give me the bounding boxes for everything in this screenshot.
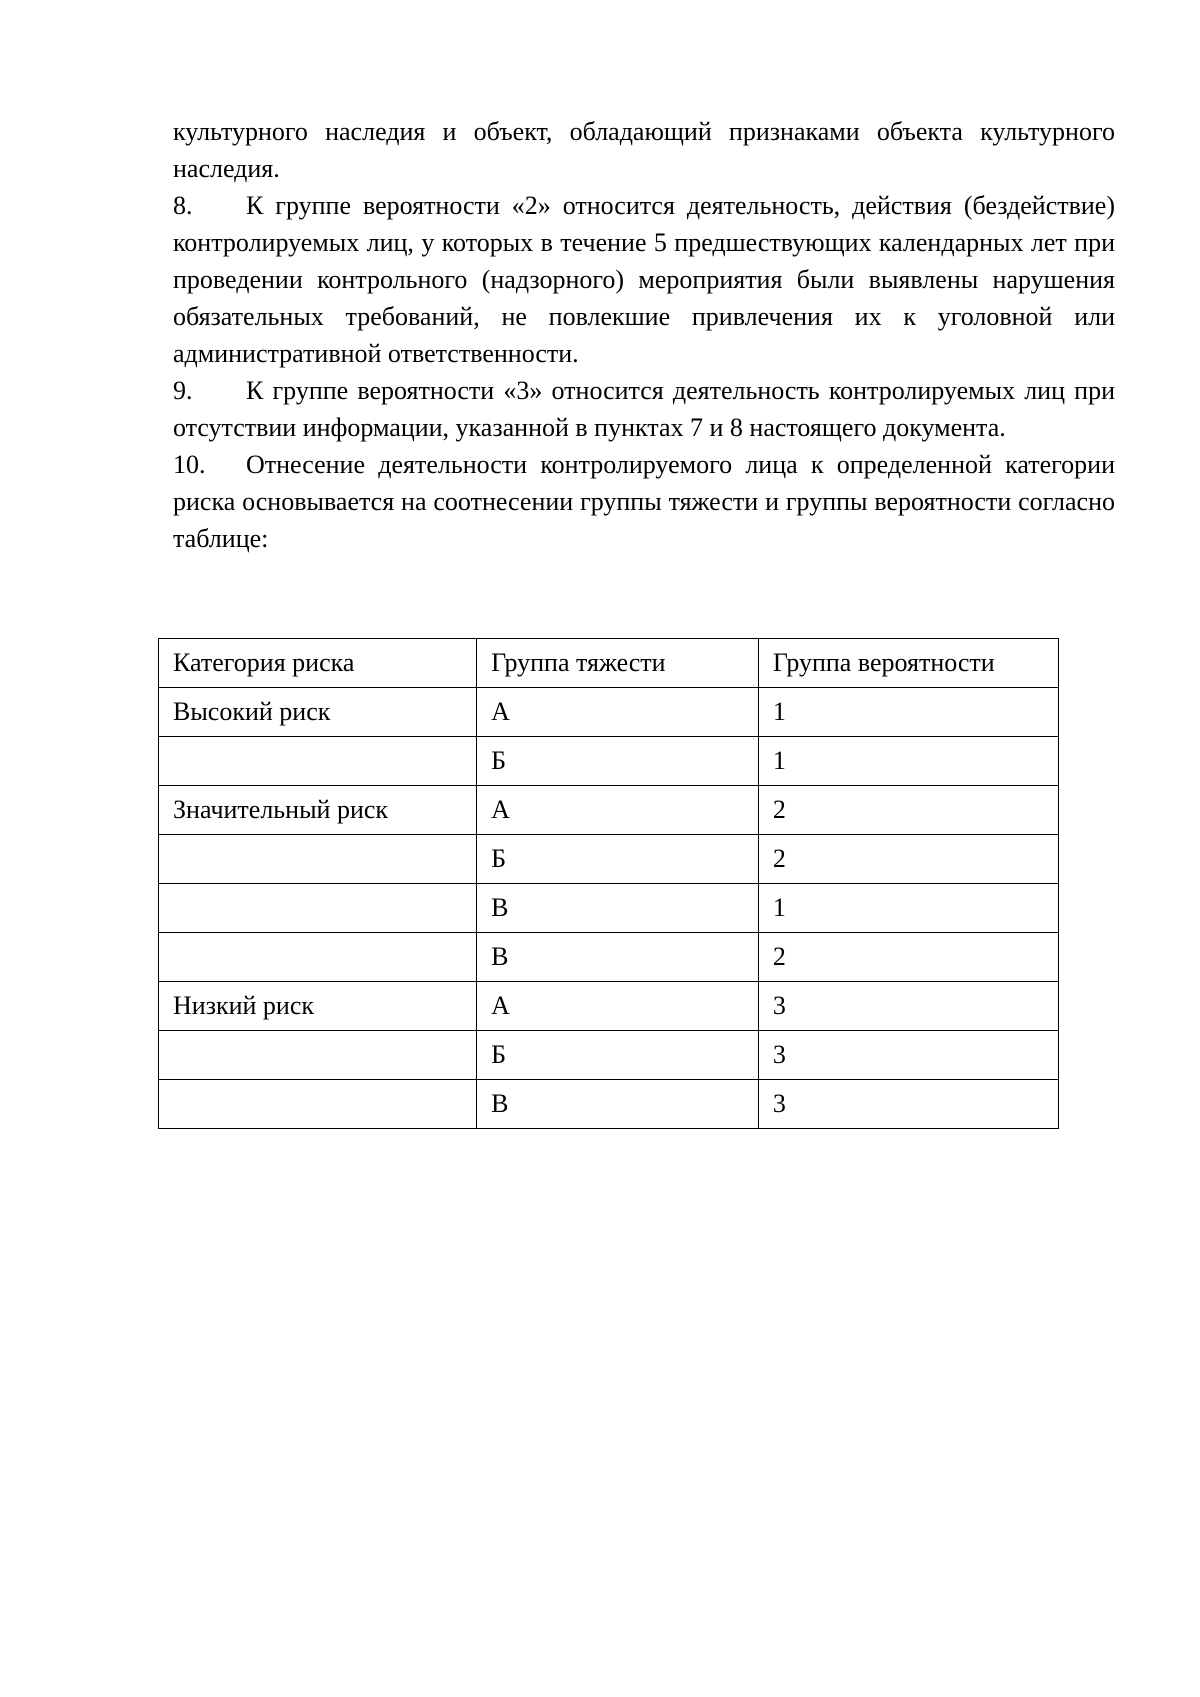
cell-risk-category xyxy=(159,1080,477,1129)
table-row xyxy=(159,982,1059,1031)
cell-severity-group: А xyxy=(477,982,759,1031)
paragraph-8 xyxy=(173,187,1115,372)
table-row xyxy=(159,884,1059,933)
body-text xyxy=(173,113,1115,557)
cell-risk-category: Значительный риск xyxy=(159,786,477,835)
table-header-row xyxy=(159,639,1059,688)
table-row xyxy=(159,688,1059,737)
cell-severity-group: Б xyxy=(477,1031,759,1080)
paragraph-number: 10. xyxy=(173,450,206,479)
cell-risk-category xyxy=(159,884,477,933)
header-risk-category: Категория риска xyxy=(159,639,477,688)
cell-risk-category xyxy=(159,737,477,786)
cell-probability-group: 3 xyxy=(758,1031,1058,1080)
paragraph-number: 8. xyxy=(173,191,193,220)
cell-severity-group: А xyxy=(477,786,759,835)
cell-probability-group: 2 xyxy=(758,835,1058,884)
cell-probability-group: 2 xyxy=(758,933,1058,982)
paragraph-text: Отнесение деятельности контролируемого лица к определенной категории риска основывается на соотнесении группы тяжести и группы вероятности согласно таблице: xyxy=(173,450,1115,553)
cell-probability-group: 1 xyxy=(758,688,1058,737)
table-row xyxy=(159,737,1059,786)
cell-probability-group: 1 xyxy=(758,884,1058,933)
cell-probability-group: 1 xyxy=(758,737,1058,786)
cell-severity-group: Б xyxy=(477,737,759,786)
table-row xyxy=(159,786,1059,835)
cell-risk-category xyxy=(159,1031,477,1080)
cell-severity-group: В xyxy=(477,933,759,982)
paragraph-number: 9. xyxy=(173,376,193,405)
paragraph-continuation xyxy=(173,113,1115,187)
cell-severity-group: Б xyxy=(477,835,759,884)
cell-risk-category xyxy=(159,933,477,982)
cell-probability-group: 3 xyxy=(758,1080,1058,1129)
cell-risk-category: Низкий риск xyxy=(159,982,477,1031)
table-row xyxy=(159,1080,1059,1129)
cell-risk-category: Высокий риск xyxy=(159,688,477,737)
paragraph-9 xyxy=(173,372,1115,446)
paragraph-text: К группе вероятности «2» относится деятельность, действия (бездействие) контролируемых лиц, у которых в течение 5 предшествующих календарных лет при проведении контрольного (надзорного) мероприятия были выявлены нарушения обязательных требований, не повлекшие привлечения их к уголовной или административной ответственности. xyxy=(173,191,1115,368)
table-row xyxy=(159,835,1059,884)
risk-category-table xyxy=(158,638,1059,1129)
cell-risk-category xyxy=(159,835,477,884)
cell-severity-group: А xyxy=(477,688,759,737)
cell-probability-group: 2 xyxy=(758,786,1058,835)
paragraph-text: К группе вероятности «3» относится деятельность контролируемых лиц при отсутствии информации, указанной в пунктах 7 и 8 настоящего документа. xyxy=(173,376,1115,442)
paragraph-10 xyxy=(173,446,1115,557)
table-row xyxy=(159,1031,1059,1080)
table-row xyxy=(159,933,1059,982)
header-probability-group: Группа вероятности xyxy=(758,639,1058,688)
cell-severity-group: В xyxy=(477,884,759,933)
header-severity-group: Группа тяжести xyxy=(477,639,759,688)
paragraph-text: культурного наследия и объект, обладающий признаками объекта культурного наследия. xyxy=(173,117,1115,183)
cell-probability-group: 3 xyxy=(758,982,1058,1031)
cell-severity-group: В xyxy=(477,1080,759,1129)
